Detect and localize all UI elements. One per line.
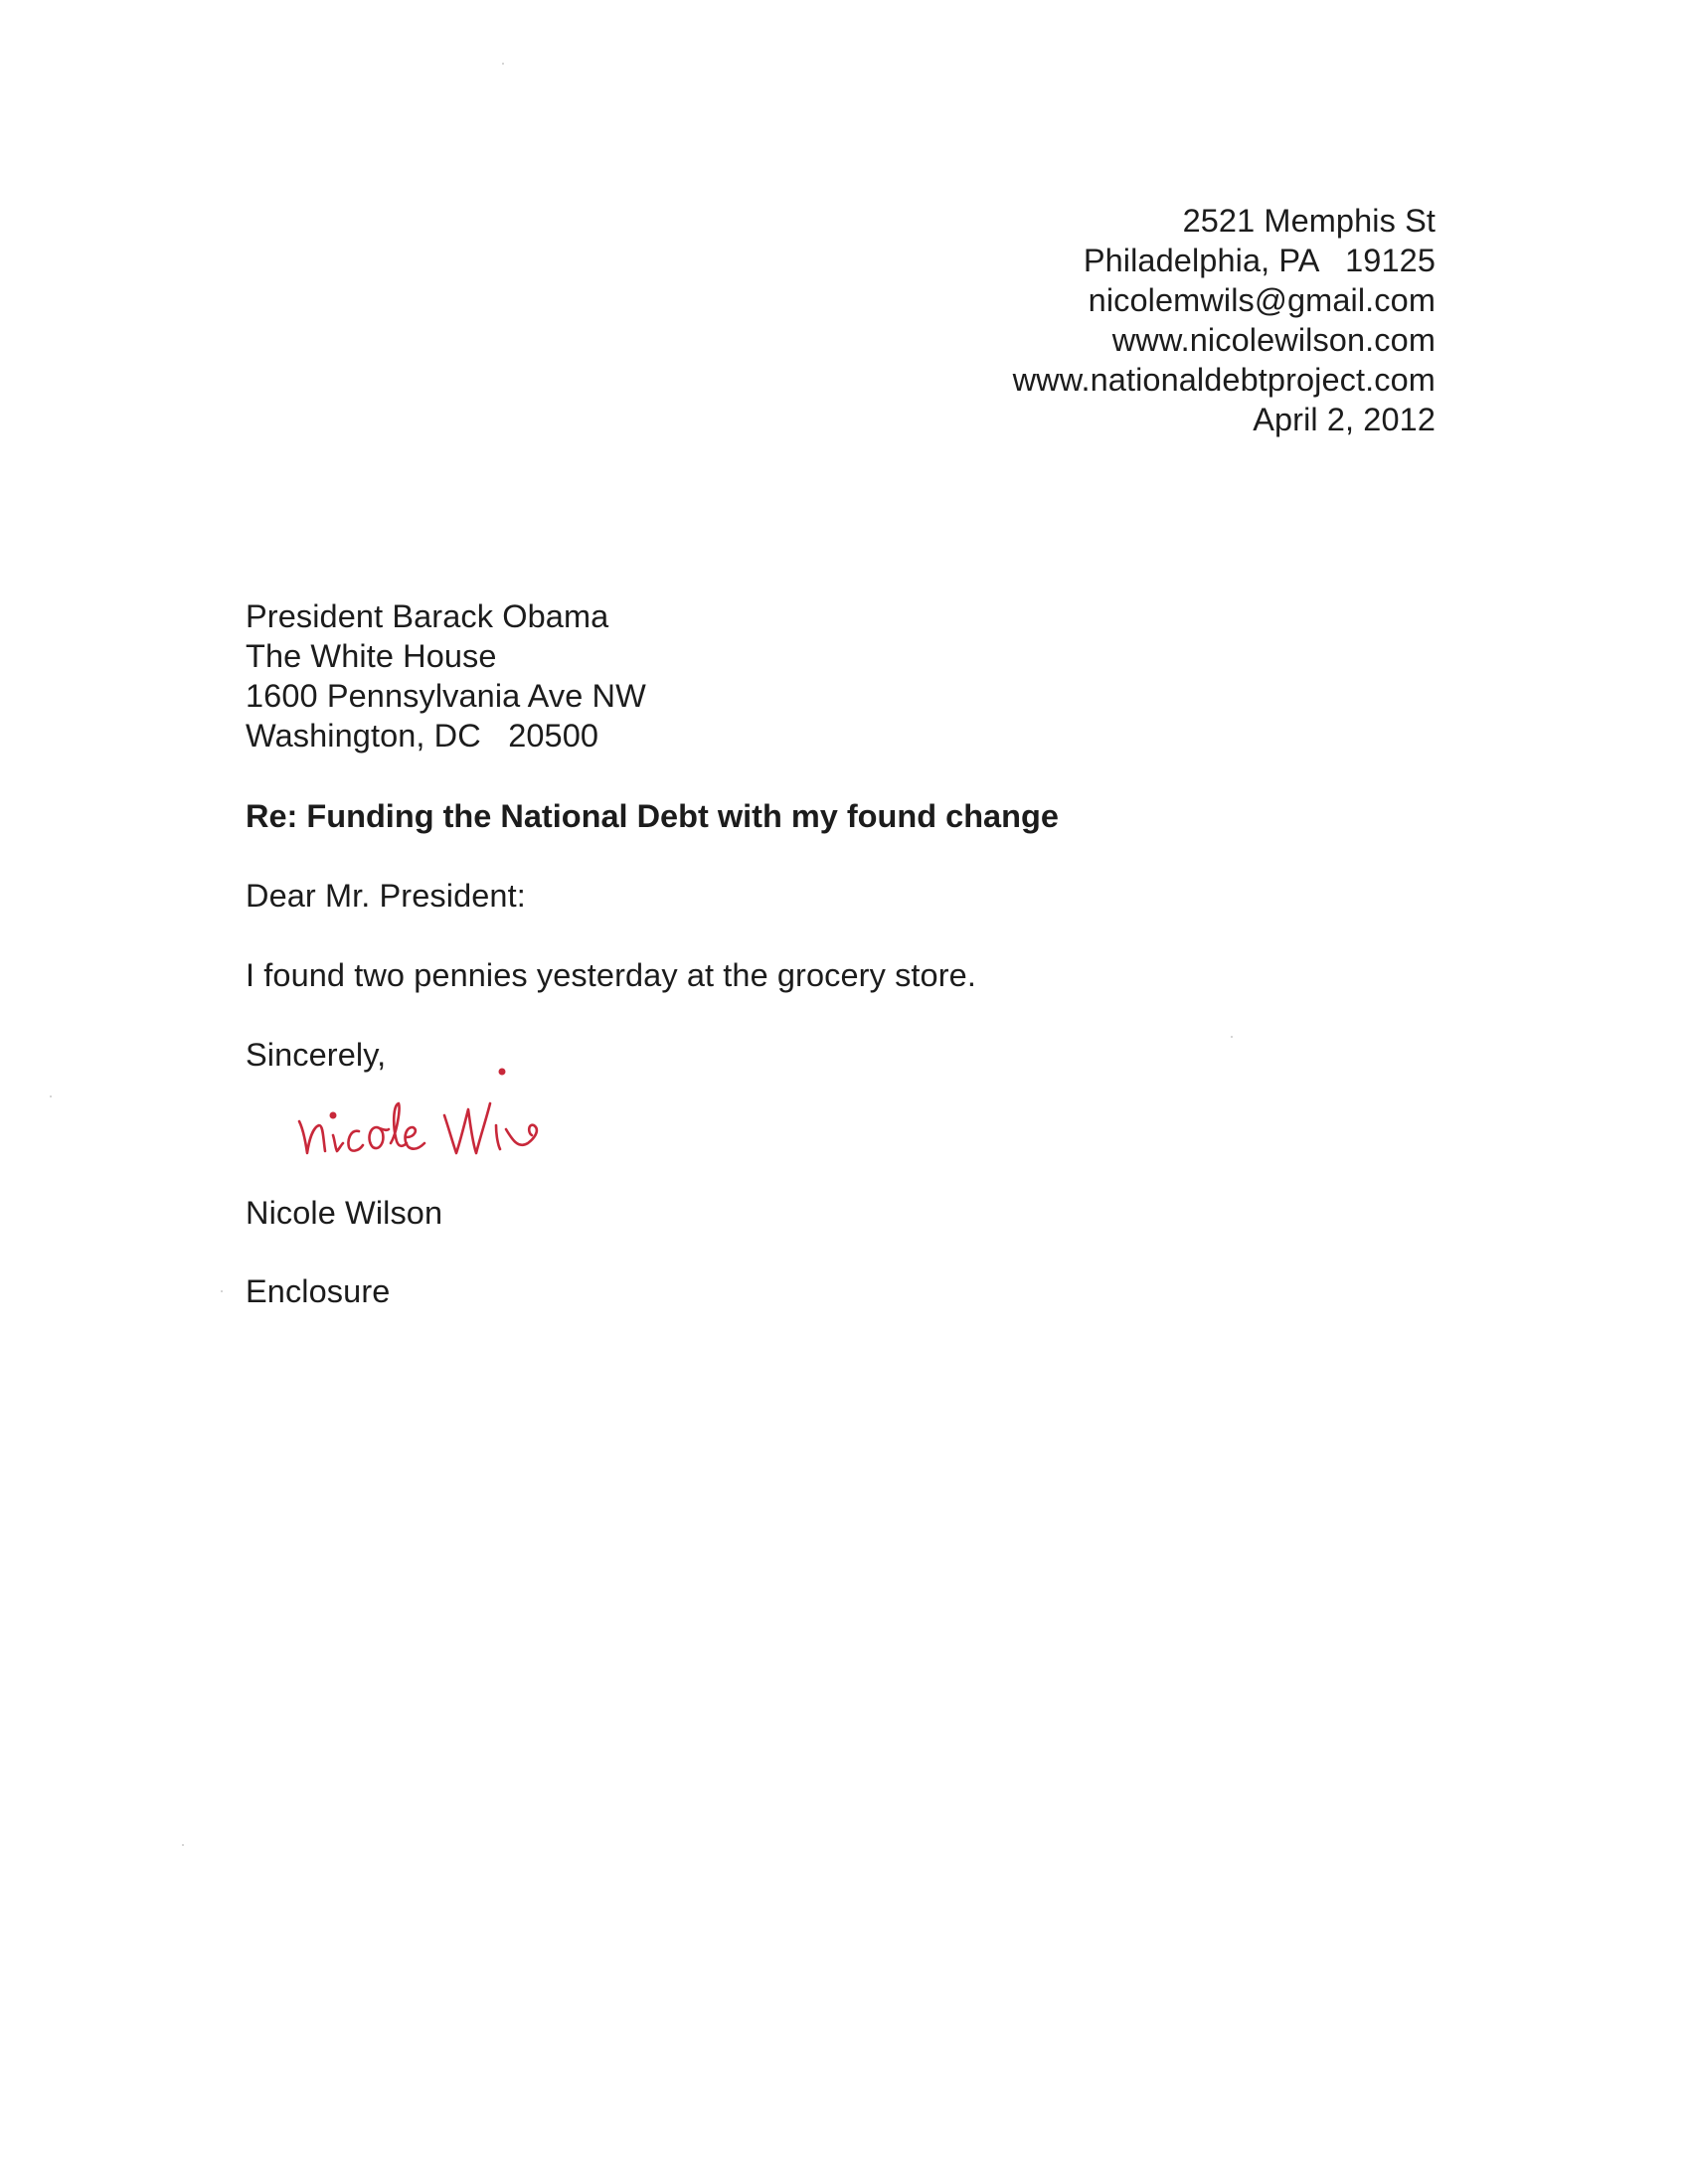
letter-body: I found two pennies yesterday at the grocery store. [246,957,976,993]
recipient-city-state-zip: Washington, DC 20500 [246,718,599,754]
recipient-street: 1600 Pennsylvania Ave NW [246,678,646,714]
subject-line: Re: Funding the National Debt with my found change [246,798,1059,834]
sender-city-state-zip: Philadelphia, PA 19125 [1083,243,1436,278]
scan-speck [502,63,504,65]
sender-email: nicolemwils@gmail.com [1088,282,1436,318]
recipient-address-block [246,596,646,756]
scan-speck [221,1290,223,1292]
scan-speck [1231,1036,1233,1038]
recipient-organization: The White House [246,638,497,674]
salutation: Dear Mr. President: [246,878,526,914]
sender-street: 2521 Memphis St [1182,203,1436,239]
enclosure-notation: Enclosure [246,1273,391,1309]
closing: Sincerely, [246,1037,387,1073]
sender-website-project: www.nationaldebtproject.com [1012,362,1436,398]
letter-date: April 2, 2012 [1253,402,1436,437]
signer-name: Nicole Wilson [246,1195,443,1231]
handwritten-signature [293,1064,631,1173]
scan-speck [182,1844,184,1846]
sender-address-block [1013,201,1436,439]
scan-speck [50,1095,52,1097]
recipient-name: President Barack Obama [246,598,609,634]
sender-website-personal: www.nicolewilson.com [1111,322,1436,358]
